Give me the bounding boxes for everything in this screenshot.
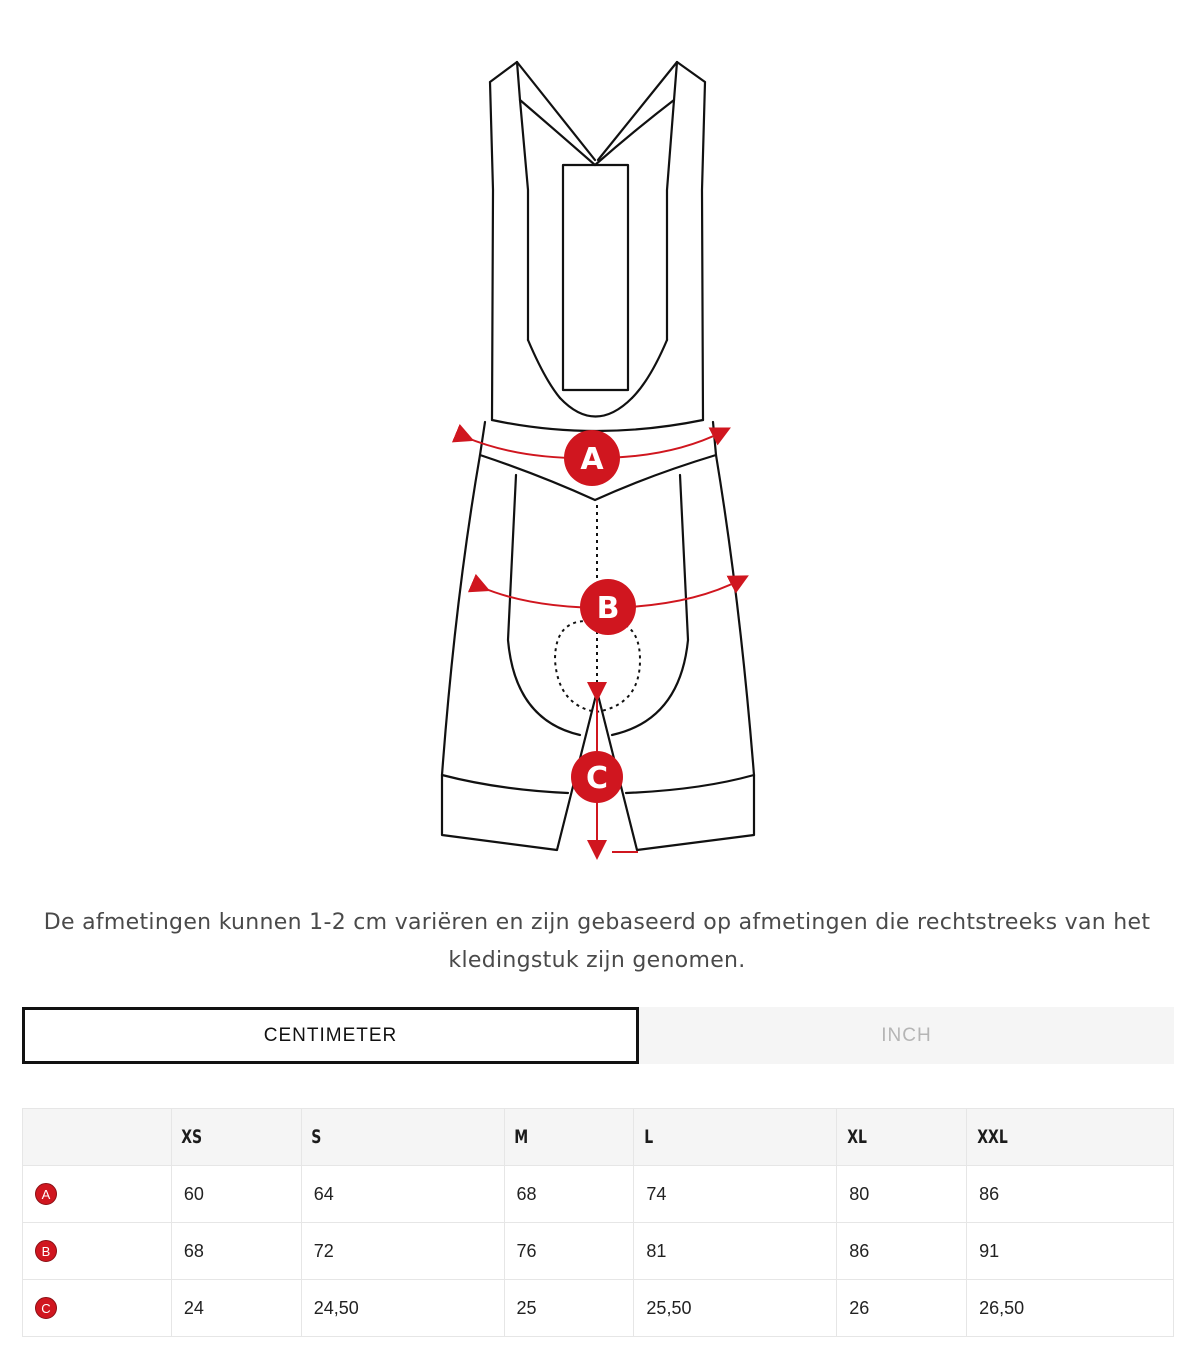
table-cell: 81: [634, 1223, 837, 1280]
table-cell: 64: [301, 1166, 504, 1223]
table-cell: 86: [837, 1223, 967, 1280]
table-cell: 72: [301, 1223, 504, 1280]
table-cell: 74: [634, 1166, 837, 1223]
table-cell: 91: [967, 1223, 1174, 1280]
table-cell: 24: [171, 1280, 301, 1337]
left-leg: [442, 455, 596, 850]
table-row: [23, 1280, 1174, 1337]
tab-inch[interactable]: INCH: [639, 1007, 1174, 1064]
marker-a-badge-icon: A: [35, 1183, 57, 1205]
table-cell: 68: [171, 1223, 301, 1280]
table-cell: 25: [504, 1280, 634, 1337]
header-cell: [23, 1109, 145, 1166]
table-cell: 80: [837, 1166, 967, 1223]
waistband-top: [492, 420, 703, 431]
tab-centimeter[interactable]: CENTIMETER: [22, 1007, 639, 1064]
marker-c-badge-icon: C: [35, 1297, 57, 1319]
table-cell: 25,50: [634, 1280, 837, 1337]
header-cell: XS: [171, 1109, 277, 1166]
right-leg: [598, 455, 754, 850]
center-panel: [563, 165, 628, 390]
header-cell: XL: [837, 1109, 943, 1166]
table-cell: 68: [504, 1166, 634, 1223]
table-cell: 60: [171, 1166, 301, 1223]
table-cell: 24,50: [301, 1280, 504, 1337]
header-cell: L: [634, 1109, 800, 1166]
left-strap-inner: [517, 62, 528, 340]
marker-b-badge-icon: B: [35, 1240, 57, 1262]
table-row: [23, 1223, 1174, 1280]
header-cell: M: [504, 1109, 610, 1166]
table-row: [23, 1166, 1174, 1223]
table-header-row: [23, 1109, 1174, 1166]
left-strap-outline: [490, 62, 595, 420]
table-cell: 76: [504, 1223, 634, 1280]
table-cell: 26,50: [967, 1280, 1174, 1337]
unit-tabs: [22, 1007, 1174, 1064]
marker-b-label: B: [596, 591, 620, 626]
header-cell: XXL: [967, 1109, 1137, 1166]
right-strap-outline: [598, 62, 705, 420]
table-cell: 86: [967, 1166, 1174, 1223]
marker-a-label: A: [580, 442, 604, 477]
table-cell: 26: [837, 1280, 967, 1337]
measurement-note: De afmetingen kunnen 1-2 cm variëren en zijn gebaseerd op afmetingen die rechtstreeks van het kledingstuk zijn genomen.: [43, 910, 1151, 973]
marker-c-label: C: [585, 761, 609, 796]
header-cell: S: [301, 1109, 467, 1166]
size-table: [22, 1108, 1174, 1337]
